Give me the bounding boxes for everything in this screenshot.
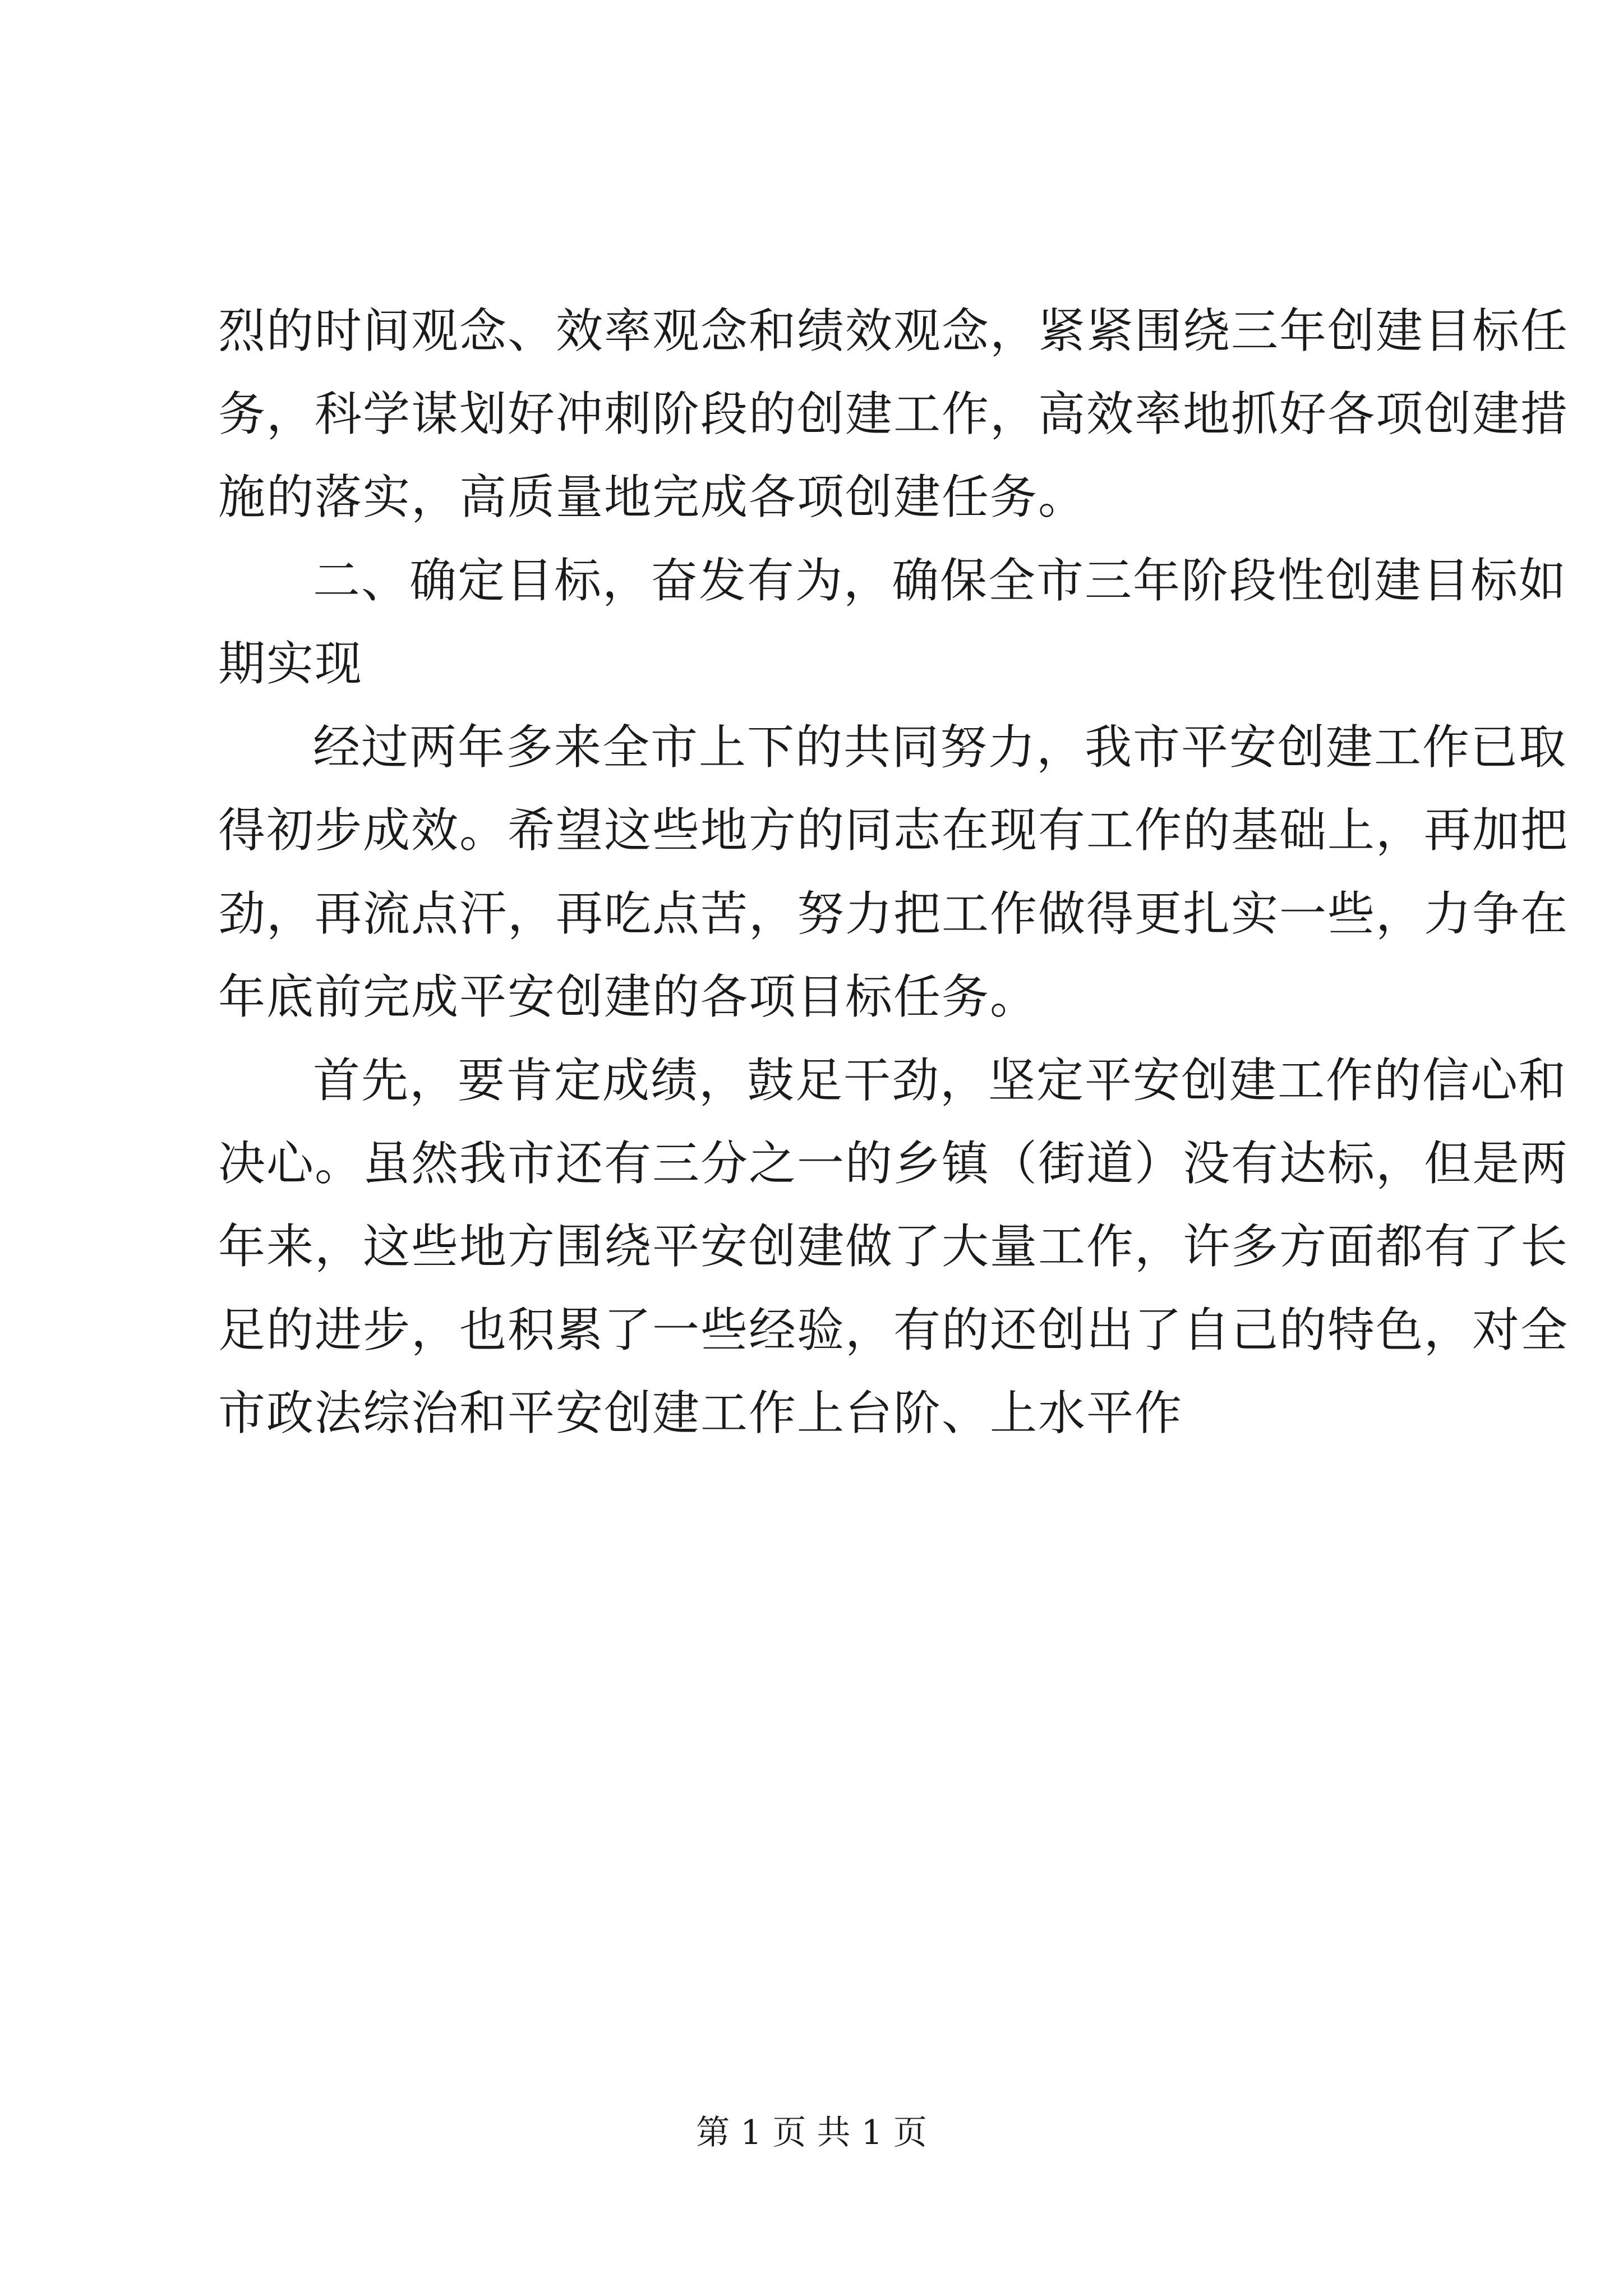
paragraph-3-line-3: 劲，再流点汗，再吃点苦，努力把工作做得更扎实一些，力争在 <box>218 886 1569 941</box>
paragraph-4-line-3: 年来，这些地方围绕平安创建做了大量工作，许多方面都有了长 <box>218 1219 1569 1274</box>
section-heading-line-2: 期实现 <box>218 636 363 691</box>
paragraph-4-line-2: 决心。虽然我市还有三分之一的乡镇（街道）没有达标，但是两 <box>218 1136 1569 1191</box>
paragraph-1-line-3: 施的落实，高质量地完成各项创建任务。 <box>218 470 1087 524</box>
page-number-footer: 第 1 页 共 1 页 <box>696 2113 927 2152</box>
paragraph-4-line-4: 足的进步，也积累了一些经验，有的还创出了自己的特色，对全 <box>218 1303 1569 1358</box>
paragraph-3-line-4: 年底前完成平安创建的各项目标任务。 <box>218 969 1039 1024</box>
paragraph-3-line-1: 经过两年多来全市上下的共同努力，我市平安创建工作已取 <box>313 720 1567 775</box>
paragraph-1-line-2: 务，科学谋划好冲刺阶段的创建工作，高效率地抓好各项创建措 <box>218 386 1569 441</box>
paragraph-1-line-1: 烈的时间观念、效率观念和绩效观念，紧紧围绕三年创建目标任 <box>218 303 1569 358</box>
section-heading-line-1: 二、确定目标，奋发有为，确保全市三年阶段性创建目标如 <box>313 553 1567 608</box>
paragraph-4-line-1: 首先，要肯定成绩，鼓足干劲，坚定平安创建工作的信心和 <box>313 1053 1567 1108</box>
paragraph-3-line-2: 得初步成效。希望这些地方的同志在现有工作的基础上，再加把 <box>218 803 1569 858</box>
paragraph-4-line-5: 市政法综治和平安创建工作上台阶、上水平作 <box>218 1386 1183 1441</box>
